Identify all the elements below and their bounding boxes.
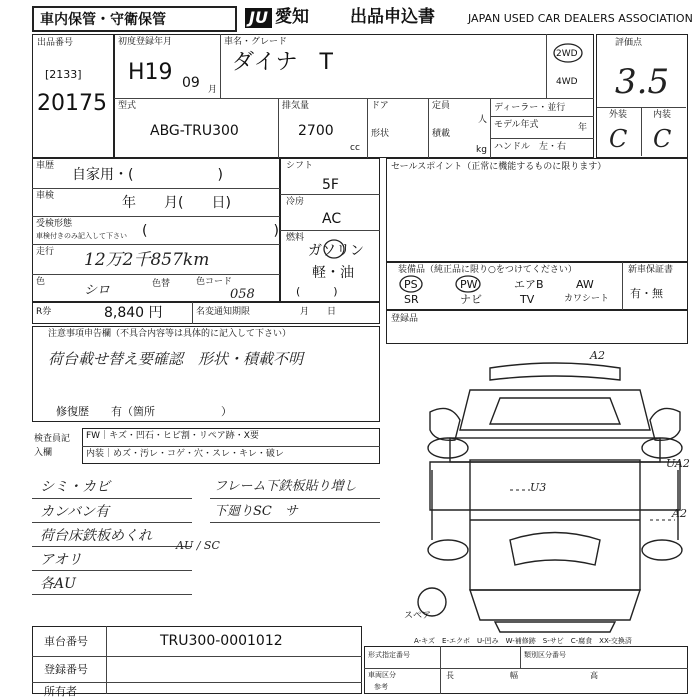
storage-badge xyxy=(32,6,237,32)
equipment-ps-circle-icon xyxy=(398,274,424,294)
mileage-label: 走行 xyxy=(36,247,55,257)
registration-month-unit: 月 xyxy=(208,85,218,95)
equipment-airbag: エアB xyxy=(514,278,544,291)
vehicle-type: ABG-TRU300 xyxy=(150,123,239,139)
history-value: 自家用・( ) xyxy=(72,167,223,183)
diagram-mark-ua2: UA2 xyxy=(666,457,690,470)
shift-label: シフト xyxy=(286,161,314,171)
notes-label: 注意事項申告欄（不具合内容等は具体的に記入して下さい） xyxy=(48,329,292,339)
owner-label: 所有者 xyxy=(44,685,77,698)
inspector-label: 検査員記入欄 xyxy=(34,434,71,458)
model-year-label: モデル年式 xyxy=(494,120,539,130)
sales-point-label: セールスポイント（正常に機能するものに限ります） xyxy=(391,162,607,172)
form-label: 受検形態 xyxy=(36,219,73,229)
logo-mark: JU xyxy=(245,8,272,28)
ac-label: 冷房 xyxy=(286,197,305,207)
recycle-label: R券 xyxy=(36,307,52,317)
registration-label: 初度登録年月 xyxy=(118,37,173,47)
chassis-value: TRU300-0001012 xyxy=(160,633,283,649)
grade-label: 評価点 xyxy=(615,38,643,48)
diagram-mark-u3: U3 xyxy=(530,481,547,494)
new-car-label: 新車保証書 xyxy=(628,265,674,275)
vehicle-diagram xyxy=(410,350,700,640)
fuel-diesel: 軽・油 xyxy=(312,265,354,281)
equipment-seat: カワシート xyxy=(564,294,610,304)
inspector-side-note: AU / SC xyxy=(176,539,220,552)
handle-label: ハンドル 左・右 xyxy=(494,142,567,152)
history-label: 車歴 xyxy=(36,161,55,171)
color-change-label: 色替 xyxy=(152,279,171,289)
notice-label: 名変通知期限 xyxy=(196,307,251,317)
equipment-sr: SR xyxy=(404,293,419,306)
equipment-tv: TV xyxy=(520,293,535,306)
spare-label: スペア xyxy=(404,611,432,621)
inspector-note-1: シミ・カビ xyxy=(40,479,110,495)
ref-label: 参考 xyxy=(374,683,388,691)
inspector-note-5: 各AU xyxy=(40,576,76,592)
vehicle-name: ダイナ T xyxy=(232,50,333,75)
org-name: 愛知 xyxy=(275,7,309,27)
inspection-value: 年 月( 日) xyxy=(122,195,231,211)
category-number-label: 類別区分番号 xyxy=(524,651,566,659)
registration-year: H19 xyxy=(128,60,173,85)
color-code-label: 色コード xyxy=(196,277,233,287)
mileage-value: 12万2千857km xyxy=(84,250,210,270)
shape-number-label: 形式指定番号 xyxy=(368,651,410,659)
capacity-unit: 人 xyxy=(478,115,488,125)
equipment-pw: PW xyxy=(460,278,478,291)
equipment-aw: AW xyxy=(576,278,594,291)
inspector-note-3: 荷台床鉄板めくれ xyxy=(40,528,152,544)
lot-label: 出品番号 xyxy=(37,38,74,48)
fuel-other: ( ) xyxy=(296,285,338,298)
inspection-label: 車検 xyxy=(36,191,55,201)
drive-2wd: 2WD xyxy=(556,49,578,59)
length-label: 長 xyxy=(446,671,454,680)
form-value: ( ) xyxy=(142,223,279,239)
lot-box xyxy=(32,34,114,158)
color-code-value: 058 xyxy=(230,287,255,302)
sales-point-box xyxy=(386,158,688,262)
inspector-note-right-2: 下廻りSC サ xyxy=(214,504,298,519)
notes-handwritten: 荷台載せ替え要確認 形状・積載不明 xyxy=(48,350,304,368)
exterior-grade: C xyxy=(609,125,628,153)
shape-label: 形状 xyxy=(371,129,390,139)
inspector-note-right-1: フレーム下鉄板貼り増し xyxy=(214,479,357,494)
fuel-circle-icon xyxy=(322,238,346,260)
vehicle-class-label: 車両区分 xyxy=(368,671,396,679)
chassis-label: 車台番号 xyxy=(44,635,88,648)
ac-value: AC xyxy=(322,211,342,227)
register-label: 登録品 xyxy=(391,314,419,324)
vehicle-type-label: 型式 xyxy=(118,101,137,111)
inspector-fw-row: FW｜キズ・凹石・ヒビ割・リペア跡・X要 xyxy=(86,431,259,441)
form-title-en: JAPAN USED CAR DEALERS ASSOCIATION xyxy=(468,12,693,25)
width-label: 幅 xyxy=(510,671,518,680)
interior-grade: C xyxy=(653,125,672,153)
registration-number-label: 登録番号 xyxy=(44,663,88,676)
lot-sub-number: [2133] xyxy=(45,68,82,81)
model-year-unit: 年 xyxy=(578,123,588,133)
drive-4wd: 4WD xyxy=(556,77,578,87)
register-box xyxy=(386,310,688,344)
diagram-legend: A-キズ E-エクボ U-凹み W-補修跡 S-サビ C-腐食 XX-交換済 xyxy=(414,637,632,645)
inspector-note-4: アオリ xyxy=(40,552,82,568)
equipment-pw-circle-icon xyxy=(454,274,482,294)
notice-value: 月 日 xyxy=(300,307,337,317)
equipment-ps: PS xyxy=(404,278,418,291)
vehicle-name-label: 車名・グレード xyxy=(224,37,288,47)
fuel-gas: ガソリン xyxy=(308,243,364,259)
height-label: 高 xyxy=(590,671,598,680)
load-unit: kg xyxy=(476,145,487,155)
registration-month: 09 xyxy=(182,75,200,91)
displacement-label: 排気量 xyxy=(282,101,310,111)
drive-circle-icon xyxy=(552,42,584,64)
fuel-label: 燃料 xyxy=(286,233,305,243)
door-label: ドア xyxy=(371,101,389,111)
storage-label: 車内保管・守衛保管 xyxy=(40,12,166,28)
grade-score: 3.5 xyxy=(615,62,670,102)
recycle-value: 8,840 円 xyxy=(104,305,163,321)
diagram-mark-a2-top: A2 xyxy=(590,349,605,362)
diagram-mark-a2-side: A2 xyxy=(672,507,687,520)
cc-unit: cc xyxy=(350,143,360,153)
new-car-value: 有・無 xyxy=(630,287,663,300)
displacement: 2700 xyxy=(298,123,334,139)
form-note: 車検付きのみ記入して下さい xyxy=(36,232,127,240)
exterior-label: 外装 xyxy=(609,110,628,120)
interior-label: 内装 xyxy=(653,110,672,120)
load-label: 積載 xyxy=(432,129,451,139)
dealer-label: ディーラー・並行 xyxy=(494,103,566,113)
inspector-interior-row: 内装｜めズ・汚レ・コゲ・穴・スレ・キレ・破レ xyxy=(86,449,284,459)
grade-box xyxy=(596,34,688,158)
shift-value: 5F xyxy=(322,177,339,193)
capacity-label: 定員 xyxy=(432,101,451,111)
repair-label: 修復歴 有（箇所 ） xyxy=(56,405,232,418)
lot-number: 20175 xyxy=(37,91,107,116)
form-title: 出品申込書 xyxy=(350,7,435,27)
vehicle-top-box xyxy=(114,34,594,158)
equipment-label: 装備品（純正品に限り○をつけてください） xyxy=(398,265,577,275)
color-label: 色 xyxy=(36,277,46,287)
inspector-note-2: カンバン有 xyxy=(40,504,110,520)
equipment-navi: ナビ xyxy=(460,293,482,306)
color-value: シロ xyxy=(84,283,111,298)
